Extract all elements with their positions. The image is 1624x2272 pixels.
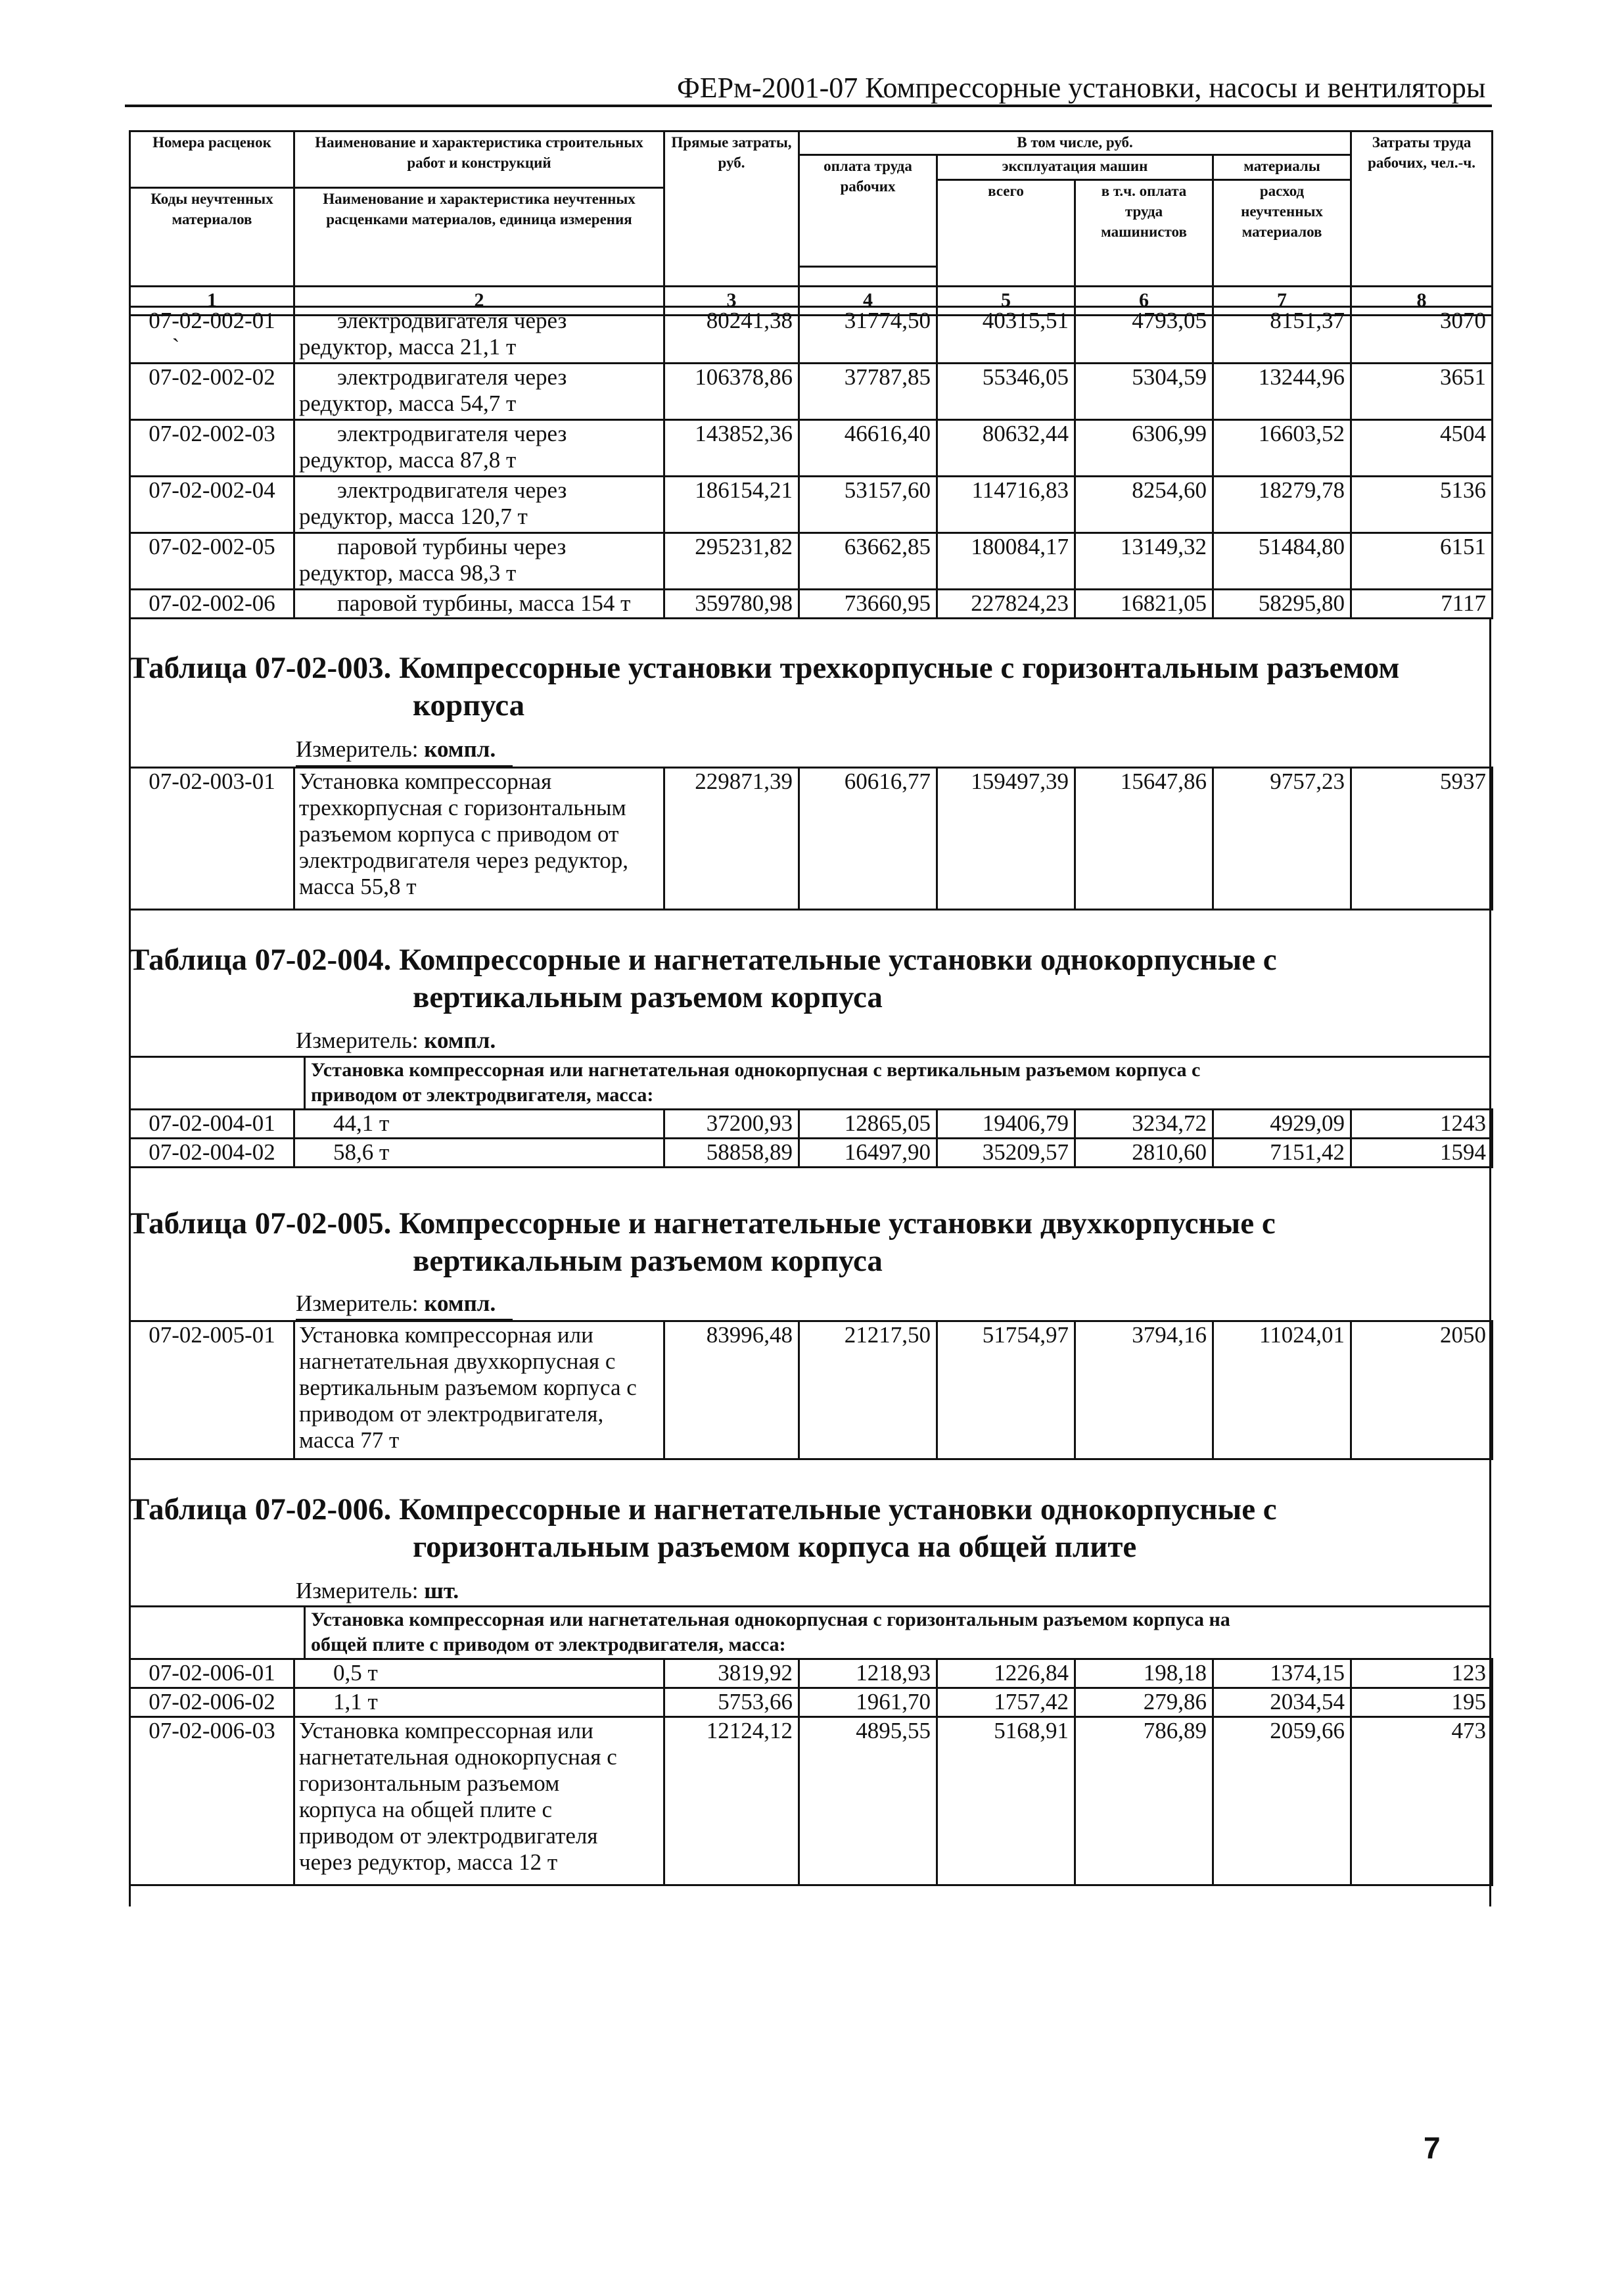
cell-materials: 11024,01 [1213,1321,1351,1459]
cell-operators: 6306,99 [1075,420,1213,477]
table-row-name: Установка компрессорная трехкорпусная с горизонтальным разъемом корпуса с приводом от электродвигателя через редуктор, масса 55,8 т [294,768,664,910]
table-003-measure: Измеритель: компл. [296,736,496,762]
header-rule [125,105,1492,107]
cell-operators: 2810,60 [1075,1139,1213,1168]
cell-direct: 186154,21 [664,477,799,533]
table-row-code: 07-02-005-01 [130,1321,294,1459]
table-006-title: Таблица 07-02-006. Компрессорные и нагнетательные установки однокорпусные с горизонтальным разъемом корпуса на общей плите [129,1492,1277,1564]
table-row-name: 58,6 т [294,1139,664,1168]
cell-hours: 1594 [1351,1139,1493,1168]
table-row-code: 07-02-002-06 [130,590,294,619]
cell-hours: 7117 [1351,590,1493,619]
cell-operators: 16821,05 [1075,590,1213,619]
cell-operators: 3794,16 [1075,1321,1213,1459]
cell-materials: 16603,52 [1213,420,1351,477]
table-row-name: Установка компрессорная или нагнетательная двухкорпусная с вертикальным разъемом корпуса с приводом от электродвигателя, масса 77 т [294,1321,664,1459]
table-004-rows [129,1108,1493,1168]
cell-labor: 12865,05 [799,1110,937,1139]
cell-direct: 37200,93 [664,1110,799,1139]
header-operators-pay: в т.ч. оплата труда машинистов [1075,180,1213,287]
header-labor-hours: Затраты труда рабочих, чел.-ч. [1351,131,1493,287]
header-material-names: Наименование и характеристика неучтенных расценками материалов, единица измерения [294,188,664,287]
table-006-intro [129,1605,1491,1659]
cell-labor: 60616,77 [799,768,937,910]
table-006-measure: Измеритель: шт. [296,1578,459,1603]
cell-labor: 63662,85 [799,533,937,590]
cell-operators: 198,18 [1075,1659,1213,1688]
running-title: ФЕРм-2001-07 Компрессорные установки, насосы и вентиляторы [677,72,1486,104]
intro-spacer [129,1057,305,1110]
cell-hours: 5937 [1351,768,1493,910]
table-row-code: 07-02-002-05 [130,533,294,590]
table-row-code: 07-02-002-01 ` [130,307,294,364]
header-codes: Номера расценок [130,131,294,188]
cell-materials: 2034,54 [1213,1688,1351,1717]
cell-operators: 279,86 [1075,1688,1213,1717]
header-material-codes: Коды неучтенных материалов [130,188,294,287]
cell-materials: 2059,66 [1213,1717,1351,1885]
table-row-code: 07-02-003-01 [130,768,294,910]
cell-direct: 12124,12 [664,1717,799,1885]
cell-labor: 1961,70 [799,1688,937,1717]
cell-machines: 80632,44 [937,420,1075,477]
cell-machines: 1226,84 [937,1659,1075,1688]
cell-machines: 227824,23 [937,590,1075,619]
cell-operators: 4793,05 [1075,307,1213,364]
header-materials-consumption: расход неучтенных материалов [1213,180,1351,287]
cell-hours: 195 [1351,1688,1493,1717]
table-005-measure: Измеритель: компл. [296,1290,496,1316]
cell-machines: 55346,05 [937,364,1075,420]
table-005-rows [129,1320,1493,1460]
cell-hours: 123 [1351,1659,1493,1688]
table-row-code: 07-02-004-02 [130,1139,294,1168]
cell-labor: 46616,40 [799,420,937,477]
cell-direct: 5753,66 [664,1688,799,1717]
cell-materials: 7151,42 [1213,1139,1351,1168]
table-row-name: 0,5 т [294,1659,664,1688]
header-machines-total: всего [937,180,1075,287]
cell-materials: 13244,96 [1213,364,1351,420]
cell-hours: 6151 [1351,533,1493,590]
cell-machines: 35209,57 [937,1139,1075,1168]
table-row-name: электродвигателя через редуктор, масса 87,8 т [294,420,664,477]
cell-labor: 37787,85 [799,364,937,420]
index-cell: 7 [1213,287,1351,316]
cell-materials: 51484,80 [1213,533,1351,590]
table-006-intro-text: Установка компрессорная или нагнетательная однокорпусная с горизонтальным разъемом корпуса на общей плите с приводом от электродвигателя, масса: [305,1607,1492,1659]
index-cell: 3 [664,287,799,316]
cell-machines: 19406,79 [937,1110,1075,1139]
table-005-title: Таблица 07-02-005. Компрессорные и нагнетательные установки двухкорпусные с вертикальным разъемом корпуса [129,1206,1276,1278]
cell-operators: 15647,86 [1075,768,1213,910]
table-row-code: 07-02-006-02 [130,1688,294,1717]
cell-labor: 16497,90 [799,1139,937,1168]
cell-direct: 295231,82 [664,533,799,590]
table-004-measure: Измеритель: компл. [296,1028,496,1053]
table-row-name: паровой турбины, масса 154 т [294,590,664,619]
table-row-code: 07-02-002-04 [130,477,294,533]
cell-direct: 58858,89 [664,1139,799,1168]
table-row-name: электродвигателя через редуктор, масса 120,7 т [294,477,664,533]
cell-machines: 5168,91 [937,1717,1075,1885]
cell-labor: 1218,93 [799,1659,937,1688]
cell-operators: 8254,60 [1075,477,1213,533]
cell-direct: 83996,48 [664,1321,799,1459]
index-cell: 5 [937,287,1075,316]
cell-hours: 2050 [1351,1321,1493,1459]
cell-hours: 1243 [1351,1110,1493,1139]
section-rule [129,909,1491,911]
table-006-rows [129,1658,1493,1886]
table-002-rows [129,306,1493,619]
header-materials-group: материалы [1213,155,1351,180]
cell-hours: 3070 [1351,307,1493,364]
page-number: 7 [1424,2131,1441,2165]
table-row-name: 1,1 т [294,1688,664,1717]
table-003-title: Таблица 07-02-003. Компрессорные установки трехкорпусные с горизонтальным разъемом корпуса [129,651,1400,722]
cell-machines: 40315,51 [937,307,1075,364]
cell-direct: 80241,38 [664,307,799,364]
cell-direct: 143852,36 [664,420,799,477]
cell-machines: 1757,42 [937,1688,1075,1717]
table-row-code: 07-02-002-03 [130,420,294,477]
cell-materials: 18279,78 [1213,477,1351,533]
cell-hours: 4504 [1351,420,1493,477]
index-cell: 8 [1351,287,1493,316]
table-004-intro [129,1056,1491,1110]
cell-direct: 106378,86 [664,364,799,420]
cell-operators: 786,89 [1075,1717,1213,1885]
cell-hours: 3651 [1351,364,1493,420]
table-row-code: 07-02-006-03 [130,1717,294,1885]
index-cell: 1 [130,287,294,316]
cell-direct: 3819,92 [664,1659,799,1688]
table-004-intro-text: Установка компрессорная или нагнетательная однокорпусная с вертикальным разъемом корпуса с приводом от электродвигателя, масса: [305,1057,1492,1110]
cell-materials: 9757,23 [1213,768,1351,910]
cell-hours: 5136 [1351,477,1493,533]
index-cell: 4 [799,287,937,316]
table-row-name: электродвигателя через редуктор, масса 54,7 т [294,364,664,420]
column-header-table [129,130,1493,316]
table-row-name: паровой турбины через редуктор, масса 98,3 т [294,533,664,590]
cell-machines: 159497,39 [937,768,1075,910]
cell-machines: 51754,97 [937,1321,1075,1459]
cell-materials: 4929,09 [1213,1110,1351,1139]
header-machines-group: эксплуатация машин [937,155,1213,180]
cell-machines: 180084,17 [937,533,1075,590]
cell-labor: 4895,55 [799,1717,937,1885]
cell-direct: 359780,98 [664,590,799,619]
table-004-title: Таблица 07-02-004. Компрессорные и нагнетательные установки однокорпусные с вертикальным разъемом корпуса [129,943,1277,1014]
table-row-name: 44,1 т [294,1110,664,1139]
header-direct-cost: Прямые затраты, руб. [664,131,799,287]
cell-materials: 58295,80 [1213,590,1351,619]
cell-labor: 53157,60 [799,477,937,533]
index-cell: 2 [294,287,664,316]
table-row-name: электродвигателя через редуктор, масса 21,1 т [294,307,664,364]
cell-labor: 73660,95 [799,590,937,619]
intro-spacer [129,1607,305,1659]
cell-materials: 1374,15 [1213,1659,1351,1688]
header-labor-pay: оплата труда рабочих [799,155,937,267]
cell-hours: 473 [1351,1717,1493,1885]
table-003-rows [129,767,1493,911]
cell-operators: 3234,72 [1075,1110,1213,1139]
header-including-group: В том числе, руб. [799,131,1351,155]
table-row-code: 07-02-006-01 [130,1659,294,1688]
table-row-name: Установка компрессорная или нагнетательная однокорпусная с горизонтальным разъемом корпуса на общей плите с приводом от электродвигателя через редуктор, масса 12 т [294,1717,664,1885]
index-cell: 6 [1075,287,1213,316]
section-rule [129,1458,1491,1460]
header-name: Наименование и характеристика строительных работ и конструкций [294,131,664,188]
cell-operators: 5304,59 [1075,364,1213,420]
cell-operators: 13149,32 [1075,533,1213,590]
table-row-code: 07-02-004-01 [130,1110,294,1139]
cell-machines: 114716,83 [937,477,1075,533]
table-row-code: 07-02-002-02 [130,364,294,420]
cell-direct: 229871,39 [664,768,799,910]
cell-materials: 8151,37 [1213,307,1351,364]
cell-labor: 21217,50 [799,1321,937,1459]
cell-labor: 31774,50 [799,307,937,364]
